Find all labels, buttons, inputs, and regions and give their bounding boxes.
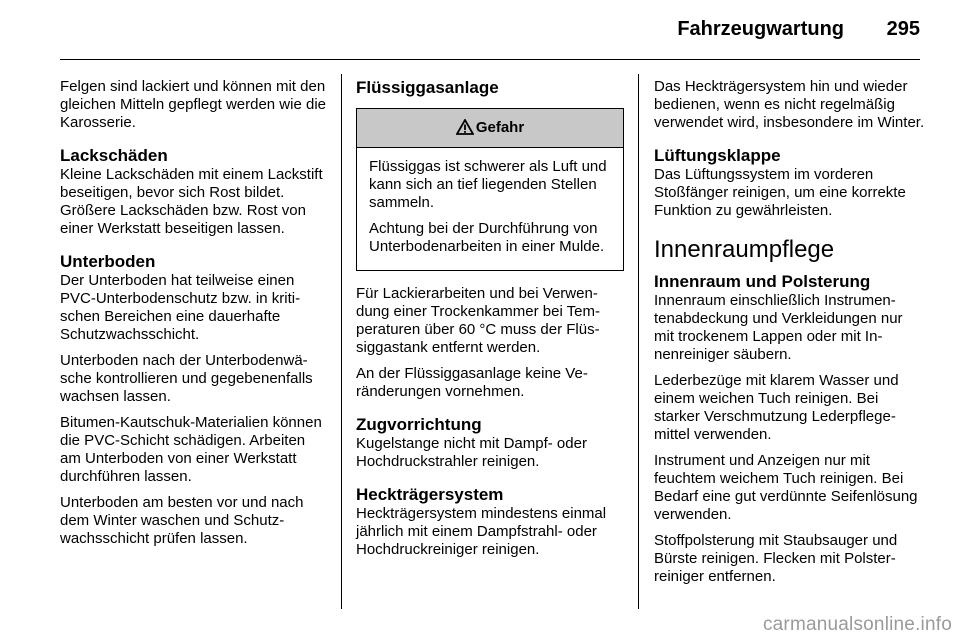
warning-triangle-icon: [456, 119, 474, 135]
column-1: [60, 78, 328, 556]
paragraph: Innenraum einschließlich Instrumentenabdeckung und Verkleidungen nur mit trockenem Lappen oder mit Innenreiniger säubern.: [654, 292, 903, 363]
paragraph: Kleine Lackschäden mit einem Lackstift beseitigen, bevor sich Rost bildet. Größere Lackschäden bzw. Rost von einer Werkstatt beseitigen lassen.: [60, 166, 323, 237]
page-header: [60, 18, 920, 46]
paragraph: Instrument und Anzeigen nur mit feuchtem weichem Tuch reinigen. Bei Bedarf eine gut verdünnte Seifenlösung verwenden.: [654, 452, 918, 523]
section-heading: Heckträgersystem: [356, 485, 504, 504]
column-2: [356, 78, 624, 567]
paragraph: Unterboden am besten vor und nach dem Winter waschen und Schutzwachsschicht prüfen lassen.: [60, 494, 304, 547]
section-heading: Lüftungsklappe: [654, 146, 781, 165]
section-heading: Zugvorrichtung: [356, 415, 482, 434]
paragraph: Das Lüftungssystem im vorderen Stoßfänger reinigen, um eine korrekte Funktion zu gewährleisten.: [654, 166, 906, 219]
section-heading: Innenraum und Polsterung: [654, 272, 871, 291]
paragraph: Lederbezüge mit klarem Wasser und einem weichen Tuch reinigen. Bei starker Verschmutzung Lederpflegemittel verwenden.: [654, 372, 899, 443]
section-heading: Unterboden: [60, 252, 156, 271]
paragraph: Das Heckträgersystem hin und wieder bedienen, wenn es nicht regelmäßig verwendet wird, insbesondere im Winter.: [654, 78, 925, 131]
paragraph: Für Lackierarbeiten und bei Verwendung einer Trockenkammer bei Temperaturen über 60 °C muss der Flüssiggastank entfernt werden.: [356, 285, 601, 356]
chapter-heading: Innenraumpflege: [654, 236, 835, 263]
warning-title: Gefahr: [475, 119, 525, 136]
paragraph: Der Unterboden hat teilweise einen PVC-Unterbodenschutz bzw. in kritischen Bereichen eine dauerhafte Schutzwachsschicht.: [60, 272, 301, 343]
column-3: [654, 78, 926, 594]
paragraph: Flüssiggas ist schwerer als Luft und kann sich an tief liegenden Stellen sammeln.: [369, 158, 607, 211]
column-divider: [638, 74, 639, 609]
paragraph: Heckträgersystem mindestens einmal jährlich mit einem Dampfstrahl- oder Hochdruckreiniger reinigen.: [356, 505, 607, 558]
paragraph: Felgen sind lackiert und können mit den gleichen Mitteln gepflegt werden wie die Karosserie.: [60, 78, 326, 131]
paragraph: Bitumen-Kautschuk-Materialien können die PVC-Schicht schädigen. Arbeiten am Unterboden von einer Werkstatt durchführen lassen.: [60, 414, 322, 485]
page-number: 295: [886, 18, 920, 40]
paragraph: Unterboden nach der Unterbodenwäsche kontrollieren und gegebenenfalls wachsen lassen.: [60, 352, 313, 405]
section-heading: Flüssiggasanlage: [356, 78, 499, 97]
paragraph: Kugelstange nicht mit Dampf- oder Hochdruckstrahler reinigen.: [356, 435, 587, 470]
page-title: Fahrzeugwartung: [677, 18, 844, 40]
warning-header: [357, 109, 623, 148]
danger-warning-box: [356, 108, 624, 271]
column-divider: [341, 74, 342, 609]
warning-body: [357, 148, 623, 270]
paragraph: An der Flüssiggasanlage keine Veränderungen vornehmen.: [356, 365, 588, 400]
paragraph: Stoffpolsterung mit Staubsauger und Bürste reinigen. Flecken mit Polsterreiniger entfernen.: [654, 532, 898, 585]
paragraph: Achtung bei der Durchführung von Unterbodenarbeiten in einer Mulde.: [369, 220, 605, 255]
section-heading: Lackschäden: [60, 146, 168, 165]
header-rule: [60, 59, 920, 60]
watermark: carmanualsonline.info: [762, 614, 952, 635]
